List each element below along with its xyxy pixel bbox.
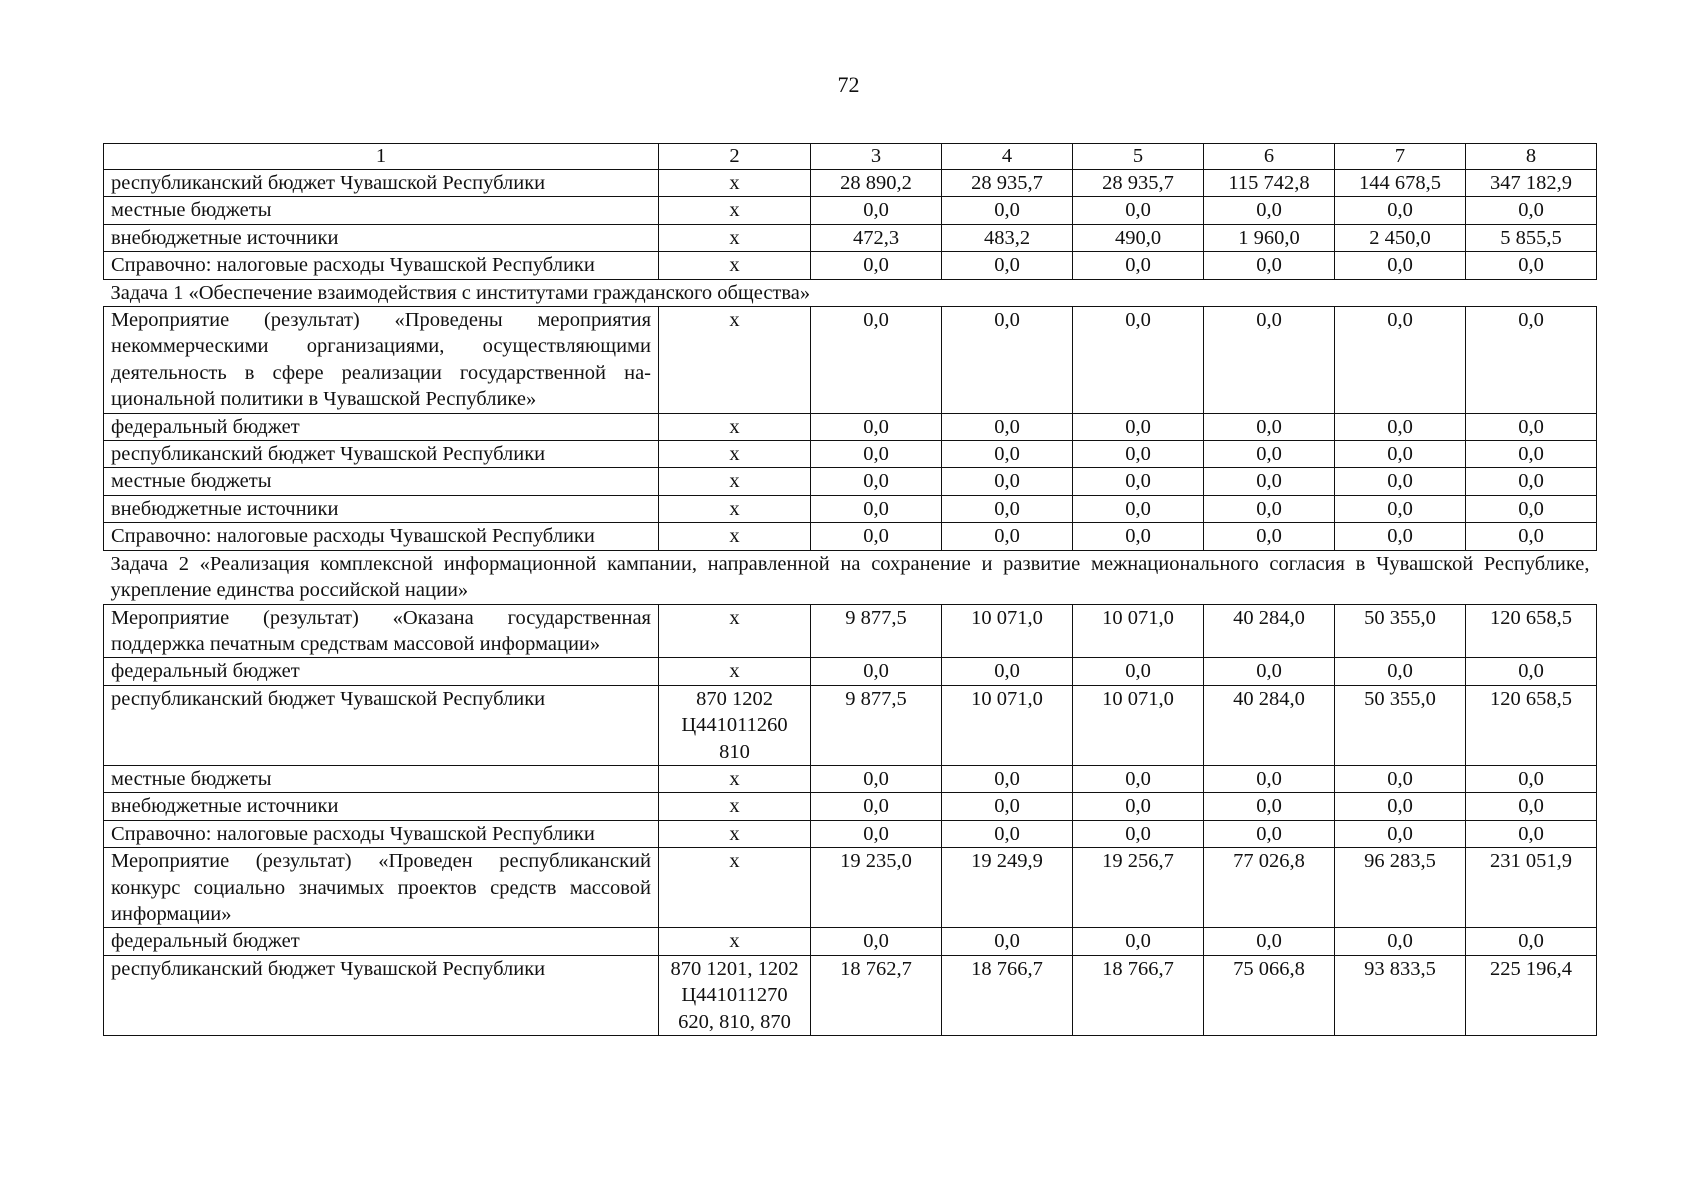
amount-cell: 120 658,5 [1466, 685, 1597, 765]
amount-cell: 0,0 [942, 468, 1073, 495]
budget-code: х [659, 170, 811, 197]
amount-cell: 0,0 [1466, 523, 1597, 550]
amount-cell: 0,0 [1073, 658, 1204, 685]
amount-cell: 0,0 [1466, 658, 1597, 685]
task-row [104, 550, 1597, 604]
row-label: республиканский бюджет Чувашской Республики [104, 685, 659, 765]
amount-cell: 0,0 [1335, 495, 1466, 522]
budget-code: х [659, 848, 811, 928]
amount-cell: 0,0 [1204, 468, 1335, 495]
amount-cell: 0,0 [1204, 495, 1335, 522]
amount-cell: 0,0 [1466, 928, 1597, 955]
table-row [104, 793, 1597, 820]
budget-code: х [659, 928, 811, 955]
amount-cell: 0,0 [1335, 413, 1466, 440]
amount-cell: 0,0 [811, 468, 942, 495]
amount-cell: 120 658,5 [1466, 604, 1597, 658]
amount-cell: 0,0 [1073, 307, 1204, 414]
amount-cell: 0,0 [1073, 765, 1204, 792]
amount-cell: 0,0 [811, 658, 942, 685]
table-row [104, 224, 1597, 251]
amount-cell: 0,0 [1466, 441, 1597, 468]
amount-cell: 0,0 [1335, 928, 1466, 955]
budget-code: х [659, 793, 811, 820]
amount-cell: 0,0 [1204, 793, 1335, 820]
amount-cell: 144 678,5 [1335, 170, 1466, 197]
table-row [104, 685, 1597, 765]
amount-cell: 0,0 [1335, 793, 1466, 820]
amount-cell: 115 742,8 [1204, 170, 1335, 197]
amount-cell: 231 051,9 [1466, 848, 1597, 928]
amount-cell: 0,0 [1073, 793, 1204, 820]
amount-cell: 0,0 [1335, 765, 1466, 792]
amount-cell: 0,0 [1466, 307, 1597, 414]
amount-cell: 0,0 [1073, 252, 1204, 279]
amount-cell: 19 235,0 [811, 848, 942, 928]
header-row [104, 144, 1597, 170]
table-row [104, 307, 1597, 414]
table-row [104, 197, 1597, 224]
table-row [104, 170, 1597, 197]
amount-cell: 0,0 [1073, 820, 1204, 847]
budget-table [103, 143, 1597, 1036]
amount-cell: 0,0 [942, 495, 1073, 522]
budget-code: х [659, 252, 811, 279]
event-label: Мероприятие (результат) «Проведен республиканский конкурс социально значимых проектов средств массовой информации» [104, 848, 659, 928]
amount-cell: 0,0 [811, 765, 942, 792]
amount-cell: 0,0 [1073, 413, 1204, 440]
amount-cell: 0,0 [1335, 252, 1466, 279]
amount-cell: 0,0 [1335, 307, 1466, 414]
row-label: местные бюджеты [104, 765, 659, 792]
table-row [104, 928, 1597, 955]
budget-code: х [659, 523, 811, 550]
budget-code: х [659, 413, 811, 440]
amount-cell: 0,0 [1073, 495, 1204, 522]
amount-cell: 10 071,0 [1073, 604, 1204, 658]
row-label: Справочно: налоговые расходы Чувашской Республики [104, 252, 659, 279]
column-header: 4 [942, 144, 1073, 170]
amount-cell: 0,0 [1335, 523, 1466, 550]
amount-cell: 0,0 [1335, 658, 1466, 685]
amount-cell: 0,0 [1204, 820, 1335, 847]
task-heading: Задача 1 «Обеспечение взаимодействия с институтами гражданского общества» [104, 279, 1597, 306]
amount-cell: 0,0 [942, 793, 1073, 820]
amount-cell: 0,0 [811, 441, 942, 468]
budget-code: х [659, 495, 811, 522]
amount-cell: 40 284,0 [1204, 604, 1335, 658]
amount-cell: 18 762,7 [811, 955, 942, 1035]
amount-cell: 472,3 [811, 224, 942, 251]
amount-cell: 0,0 [1466, 468, 1597, 495]
amount-cell: 0,0 [942, 523, 1073, 550]
budget-code: х [659, 820, 811, 847]
row-label: местные бюджеты [104, 468, 659, 495]
amount-cell: 28 890,2 [811, 170, 942, 197]
table-row [104, 441, 1597, 468]
amount-cell: 40 284,0 [1204, 685, 1335, 765]
amount-cell: 0,0 [811, 307, 942, 414]
amount-cell: 10 071,0 [1073, 685, 1204, 765]
column-header: 5 [1073, 144, 1204, 170]
amount-cell: 0,0 [811, 523, 942, 550]
amount-cell: 75 066,8 [1204, 955, 1335, 1035]
column-header: 3 [811, 144, 942, 170]
amount-cell: 0,0 [1204, 441, 1335, 468]
amount-cell: 0,0 [1335, 441, 1466, 468]
amount-cell: 0,0 [811, 413, 942, 440]
row-label: республиканский бюджет Чувашской Республики [104, 441, 659, 468]
column-header: 1 [104, 144, 659, 170]
row-label: федеральный бюджет [104, 413, 659, 440]
amount-cell: 0,0 [811, 252, 942, 279]
budget-code: х [659, 224, 811, 251]
amount-cell: 0,0 [1466, 252, 1597, 279]
amount-cell: 10 071,0 [942, 604, 1073, 658]
amount-cell: 0,0 [942, 307, 1073, 414]
amount-cell: 10 071,0 [942, 685, 1073, 765]
amount-cell: 0,0 [1466, 793, 1597, 820]
table-row [104, 495, 1597, 522]
amount-cell: 50 355,0 [1335, 685, 1466, 765]
amount-cell: 77 026,8 [1204, 848, 1335, 928]
table-row [104, 765, 1597, 792]
table-row [104, 252, 1597, 279]
budget-code: х [659, 197, 811, 224]
amount-cell: 0,0 [1204, 413, 1335, 440]
amount-cell: 0,0 [1204, 197, 1335, 224]
amount-cell: 483,2 [942, 224, 1073, 251]
amount-cell: 0,0 [1204, 307, 1335, 414]
row-label: федеральный бюджет [104, 658, 659, 685]
row-label: федеральный бюджет [104, 928, 659, 955]
column-header: 7 [1335, 144, 1466, 170]
amount-cell: 0,0 [1466, 413, 1597, 440]
amount-cell: 0,0 [1204, 765, 1335, 792]
budget-code: х [659, 604, 811, 658]
amount-cell: 0,0 [1073, 197, 1204, 224]
amount-cell: 18 766,7 [942, 955, 1073, 1035]
amount-cell: 0,0 [1466, 495, 1597, 522]
row-label: республиканский бюджет Чувашской Республики [104, 170, 659, 197]
amount-cell: 2 450,0 [1335, 224, 1466, 251]
page-number: 72 [837, 72, 860, 97]
amount-cell: 0,0 [1335, 197, 1466, 224]
amount-cell: 19 256,7 [1073, 848, 1204, 928]
event-label: Мероприятие (результат) «Проведены мероприятия некоммерческими организациями, осуществляющими деятельность в сфере реализации государственной национальной политики в Чувашской Республике» [104, 307, 659, 414]
amount-cell: 0,0 [1466, 197, 1597, 224]
table-row [104, 658, 1597, 685]
amount-cell: 50 355,0 [1335, 604, 1466, 658]
amount-cell: 1 960,0 [1204, 224, 1335, 251]
amount-cell: 225 196,4 [1466, 955, 1597, 1035]
budget-code: х [659, 765, 811, 792]
amount-cell: 28 935,7 [942, 170, 1073, 197]
row-label: внебюджетные источники [104, 224, 659, 251]
amount-cell: 0,0 [811, 820, 942, 847]
amount-cell: 0,0 [1073, 441, 1204, 468]
row-label: внебюджетные источники [104, 495, 659, 522]
table-row [104, 955, 1597, 1035]
budget-code: х [659, 441, 811, 468]
column-header: 8 [1466, 144, 1597, 170]
amount-cell: 0,0 [942, 820, 1073, 847]
row-label: Справочно: налоговые расходы Чувашской Республики [104, 523, 659, 550]
amount-cell: 0,0 [942, 928, 1073, 955]
amount-cell: 5 855,5 [1466, 224, 1597, 251]
row-label: Справочно: налоговые расходы Чувашской Республики [104, 820, 659, 847]
row-label: внебюджетные источники [104, 793, 659, 820]
row-label: местные бюджеты [104, 197, 659, 224]
amount-cell: 0,0 [811, 197, 942, 224]
budget-code: х [659, 658, 811, 685]
amount-cell: 0,0 [1466, 820, 1597, 847]
amount-cell: 0,0 [811, 495, 942, 522]
table-row [104, 820, 1597, 847]
event-label: Мероприятие (результат) «Оказана государственная поддержка печатным средствам массовой информации» [104, 604, 659, 658]
amount-cell: 0,0 [1204, 928, 1335, 955]
table-row [104, 468, 1597, 495]
column-header: 6 [1204, 144, 1335, 170]
amount-cell: 0,0 [1204, 252, 1335, 279]
amount-cell: 96 283,5 [1335, 848, 1466, 928]
amount-cell: 0,0 [942, 413, 1073, 440]
table-row [104, 604, 1597, 658]
amount-cell: 9 877,5 [811, 604, 942, 658]
amount-cell: 0,0 [1073, 468, 1204, 495]
amount-cell: 0,0 [1073, 928, 1204, 955]
amount-cell: 0,0 [811, 928, 942, 955]
row-label: республиканский бюджет Чувашской Республики [104, 955, 659, 1035]
amount-cell: 9 877,5 [811, 685, 942, 765]
amount-cell: 93 833,5 [1335, 955, 1466, 1035]
task-heading: Задача 2 «Реализация комплексной информационной кампании, направленной на сохранение и развитие межнационального согласия в Чувашской Республике, укрепление единства российской нации» [104, 550, 1597, 604]
amount-cell: 0,0 [1204, 523, 1335, 550]
table-row [104, 413, 1597, 440]
amount-cell: 0,0 [1335, 820, 1466, 847]
amount-cell: 0,0 [942, 197, 1073, 224]
table-row [104, 848, 1597, 928]
budget-code: 870 1202 Ц441011260 810 [659, 685, 811, 765]
amount-cell: 0,0 [942, 765, 1073, 792]
amount-cell: 347 182,9 [1466, 170, 1597, 197]
budget-code: х [659, 468, 811, 495]
amount-cell: 0,0 [942, 441, 1073, 468]
amount-cell: 0,0 [811, 793, 942, 820]
amount-cell: 0,0 [1204, 658, 1335, 685]
amount-cell: 19 249,9 [942, 848, 1073, 928]
amount-cell: 490,0 [1073, 224, 1204, 251]
amount-cell: 0,0 [942, 252, 1073, 279]
budget-code: х [659, 307, 811, 414]
amount-cell: 18 766,7 [1073, 955, 1204, 1035]
column-header: 2 [659, 144, 811, 170]
amount-cell: 0,0 [942, 658, 1073, 685]
amount-cell: 0,0 [1335, 468, 1466, 495]
amount-cell: 0,0 [1466, 765, 1597, 792]
budget-code: 870 1201, 1202 Ц441011270 620, 810, 870 [659, 955, 811, 1035]
table-row [104, 523, 1597, 550]
task-row [104, 279, 1597, 306]
amount-cell: 0,0 [1073, 523, 1204, 550]
amount-cell: 28 935,7 [1073, 170, 1204, 197]
